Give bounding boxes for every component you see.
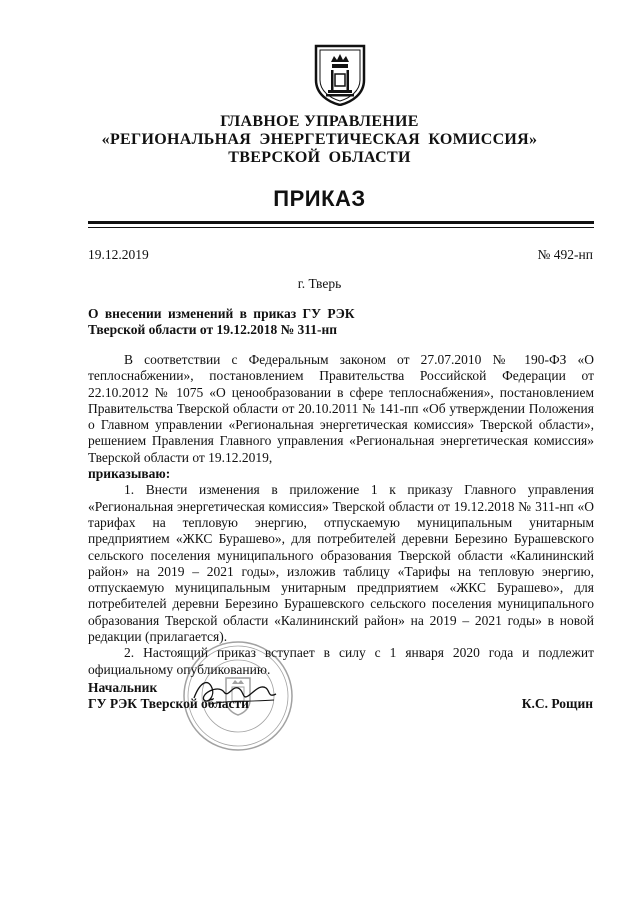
agency-name-line-1: ГЛАВНОЕ УПРАВЛЕНИЕ <box>220 113 419 130</box>
preamble-paragraph: В соответствии с Федеральным законом от 27.07.2010 № 190-ФЗ «О теплоснабжении», постановлением Правительства Российской Федерации от 22.10.2012 № 1075 «О ценообразовании в сфере теплоснабжения», постановлением Правительства Тверской области от 20.10.2011 № 141-пп «Об утверждении Положения о Главном управлении «Региональная энергетическая комиссия» Тверской области», решением Правления Главного управления «Региональная энергетическая комиссия» Тверской области от 19.12.2019, <box>88 352 594 465</box>
document-body <box>88 352 594 678</box>
signatory-position-line-2: ГУ РЭК Тверской области <box>88 696 249 711</box>
order-item-2: 2. Настоящий приказ вступает в силу с 1 января 2020 года и подлежит официальному опубликованию. <box>88 645 594 677</box>
subject-line-2: Тверской области от 19.12.2018 № 311-нп <box>88 322 338 337</box>
header-rule-thick <box>88 221 594 224</box>
agency-name-line-2: «РЕГИОНАЛЬНАЯ ЭНЕРГЕТИЧЕСКАЯ КОМИССИЯ» <box>101 131 538 148</box>
document-title: ПРИКАЗ <box>273 186 366 211</box>
signatory-position-line-1: Начальник <box>88 680 158 695</box>
coat-of-arms-icon <box>314 44 366 106</box>
agency-name-line-3: ТВЕРСКОЙ ОБЛАСТИ <box>228 149 411 166</box>
header-rule-thin <box>88 227 594 228</box>
orders-label: приказываю: <box>88 466 171 482</box>
document-number: № 492-нп <box>537 247 593 262</box>
document-city: г. Тверь <box>297 276 342 291</box>
subject-line-1: О внесении изменений в приказ ГУ РЭК <box>88 306 355 321</box>
signatory-name: К.С. Рощин <box>521 696 593 711</box>
document-date: 19.12.2019 <box>88 247 149 262</box>
order-item-1: 1. Внести изменения в приложение 1 к приказу Главного управления «Региональная энергетическая комиссия» Тверской области от 19.12.2018 № 311-нп «О тарифах на тепловую энергию, отпускаемую муниципальным унитарным предприятием «ЖКС Бурашево», для потребителей деревни Березино Бурашевского сельского поселения муниципального образования Тверской области «Калининский район» на 2019 – 2021 годы», изложив таблицу «Тарифы на тепловую энергию, отпускаемую муниципальным унитарным предприятием «ЖКС Бурашево», для потребителей деревни Березино Бурашевского сельского поселения муниципального образования Тверской области «Калининский район» на 2019 – 2021 годы» в новой редакции (прилагается). <box>88 482 594 645</box>
